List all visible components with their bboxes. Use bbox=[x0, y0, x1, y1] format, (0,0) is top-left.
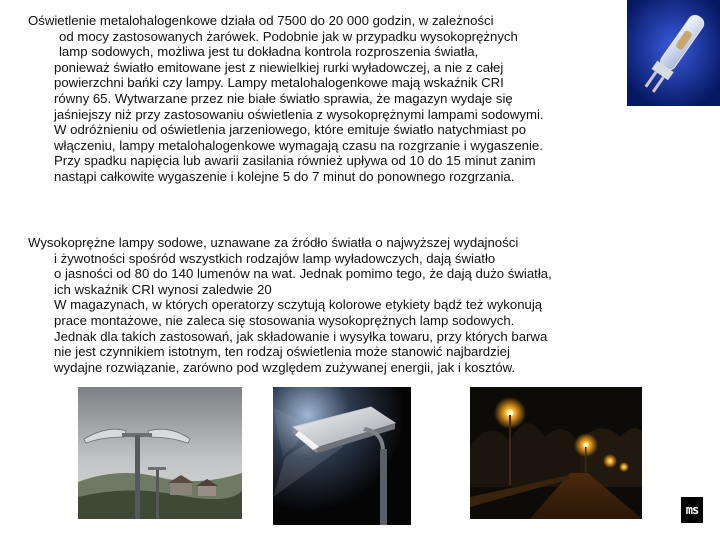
text-line: Oświetlenie metalohalogenkowe działa od 7500 do 20 000 godzin, w zależności bbox=[28, 13, 494, 28]
text-line: włączeniu, lampy metalohalogenkowe wymagają czasu na rozgrzanie i wygaszenie. bbox=[54, 137, 543, 153]
text-line: nie jest czynnikiem istotnym, ten rodzaj oświetlenia może stanowić najbardziej bbox=[54, 344, 510, 360]
paragraph-metal-halide bbox=[28, 13, 544, 185]
text-line: ponieważ światło emitowane jest z niewielkiej rurki wyładowczej, a nie z całej bbox=[54, 59, 504, 75]
text-line: powierzchni bańki czy lampy. Lampy metalohalogenkowe mają wskaźnik CRI bbox=[54, 75, 504, 91]
text-line: nastąpi całkowite wygaszenie i kolejne 5 do 7 minut do ponownego rozgrzania. bbox=[54, 168, 515, 184]
text-line: prace montażowe, nie zaleca się stosowania wysokoprężnych lamp sodowych. bbox=[54, 312, 515, 328]
text-line: równy 65. Wytwarzane przez nie białe światło sprawia, że magazyn wydaje się bbox=[54, 90, 513, 106]
floodlight-photo bbox=[273, 387, 411, 525]
ms-logo: ms bbox=[681, 497, 703, 523]
text-line: Jednak dla takich zastosowań, jak składowanie i wysyłka towaru, przy których barwa bbox=[54, 328, 548, 344]
text-line: W odróżnieniu od oświetlenia jarzeniowego, które emituje światło natychmiast po bbox=[54, 122, 527, 138]
text-line: Przy spadku napięcia lub awarii zasilania również upływa od 10 do 15 minut zanim bbox=[54, 153, 536, 169]
sodium-street-lights-photo bbox=[470, 387, 642, 519]
text-line: W magazynach, w których operatorzy sczytują kolorowe etykiety bądź też wykonują bbox=[54, 297, 543, 313]
text-line: wydajne rozwiązanie, zarówno pod względem zużywanej energii, jak i kosztów. bbox=[54, 359, 516, 375]
metal-halide-bulb-photo bbox=[627, 0, 720, 106]
text-line: ich wskaźnik CRI wynosi zaledwie 20 bbox=[54, 281, 272, 297]
paragraph-sodium bbox=[28, 235, 552, 375]
street-lamps-photo bbox=[78, 387, 242, 519]
text-line: jaśniejszy niż przy zastosowaniu oświetlenia z wysokoprężnymi lampami sodowymi. bbox=[54, 106, 544, 122]
text-line: i żywotności spośród wszystkich rodzajów lamp wyładowczych, dają światło bbox=[54, 250, 496, 266]
text-line: lamp sodowych, możliwa jest tu dokładna kontrola rozproszenia światła, bbox=[59, 44, 479, 60]
text-line: Wysokoprężne lampy sodowe, uznawane za źródło światła o najwyższej wydajności bbox=[28, 235, 519, 250]
text-line: o jasności od 80 do 140 lumenów na wat. Jednak pomimo tego, że dają dużo światła, bbox=[54, 266, 552, 282]
text-line: od mocy zastosowanych żarówek. Podobnie jak w przypadku wysokoprężnych bbox=[59, 28, 518, 44]
